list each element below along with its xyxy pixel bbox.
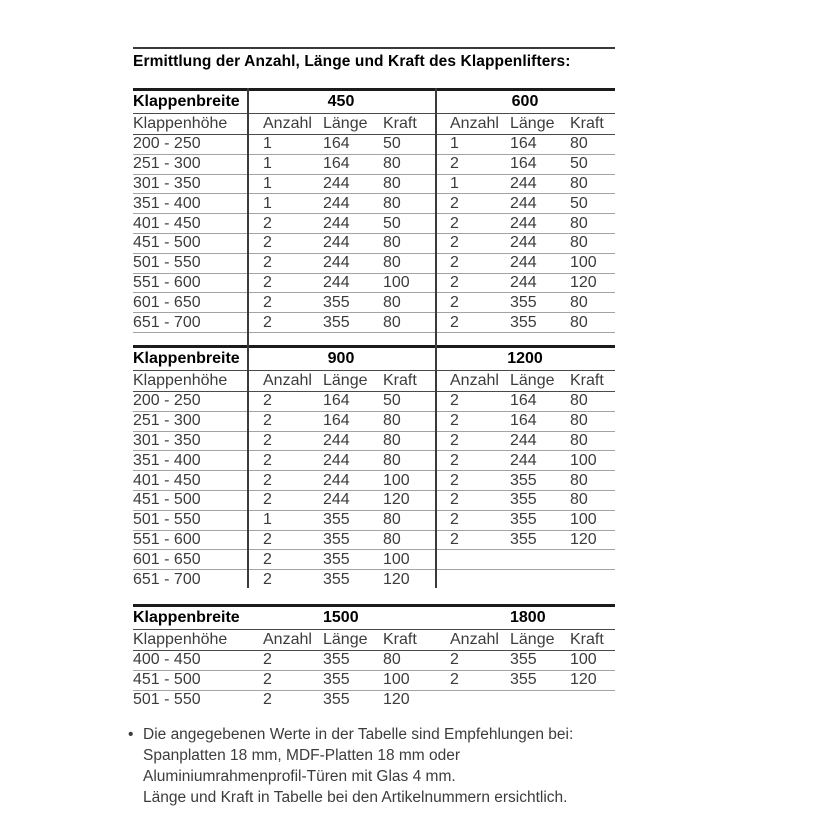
table-450-600 (133, 88, 615, 333)
cell-value: 244 (510, 431, 537, 449)
table-row (133, 214, 615, 234)
cell-klappenhoehe: 351 - 400 (133, 194, 201, 212)
column-divider (435, 88, 437, 588)
cell-value: 120 (570, 530, 597, 548)
laenge-header: Länge (510, 371, 555, 389)
cell-value: 2 (450, 155, 459, 173)
cell-value: 2 (450, 313, 459, 331)
cell-value: 50 (383, 135, 401, 153)
table-1500-1800 (133, 604, 615, 709)
table-row (133, 313, 615, 333)
cell-value: 2 (263, 570, 272, 588)
table-row (133, 234, 615, 254)
table-row (133, 531, 615, 551)
cell-klappenhoehe: 451 - 500 (133, 491, 201, 509)
kraft-header: Kraft (570, 630, 604, 648)
cell-value: 164 (510, 412, 537, 430)
anzahl-header: Anzahl (450, 115, 499, 132)
cell-value: 164 (510, 392, 537, 410)
footnote-line: Länge und Kraft in Tabelle bei den Artikelnummern ersichtlich. (143, 789, 568, 807)
anzahl-header: Anzahl (450, 630, 499, 648)
cell-klappenhoehe: 451 - 500 (133, 671, 201, 689)
cell-value: 80 (570, 412, 588, 430)
cell-value: 2 (263, 412, 272, 430)
cell-value: 80 (570, 174, 588, 192)
laenge-header: Länge (323, 115, 368, 132)
cell-value: 80 (570, 135, 588, 153)
cell-value: 2 (263, 392, 272, 410)
cell-value: 244 (510, 194, 537, 212)
cell-value: 244 (510, 214, 537, 232)
cell-value: 355 (510, 671, 537, 689)
cell-value: 2 (450, 651, 459, 669)
table-row (133, 274, 615, 294)
cell-value: 2 (450, 471, 459, 489)
cell-value: 100 (383, 671, 410, 689)
width-1200-label: 1200 (507, 349, 543, 367)
cell-value: 1 (263, 194, 272, 212)
table-row (133, 175, 615, 195)
cell-value: 244 (510, 254, 537, 272)
cell-value: 80 (383, 313, 401, 331)
page-content (128, 47, 615, 808)
cell-value: 2 (263, 671, 272, 689)
page-title: Ermittlung der Anzahl, Länge und Kraft des Klappenlifters: (133, 53, 571, 70)
cell-value: 2 (450, 511, 459, 529)
cell-value: 2 (263, 293, 272, 311)
cell-value: 100 (383, 550, 410, 568)
cell-value: 2 (450, 392, 459, 410)
table-rows (133, 135, 615, 333)
cell-value: 2 (450, 451, 459, 469)
cell-value: 1 (263, 174, 272, 192)
cell-value: 1 (263, 511, 272, 529)
cell-value: 120 (570, 671, 597, 689)
table-900-1200 (133, 345, 615, 589)
cell-value: 164 (323, 155, 350, 173)
klappenhoehe-label: Klappenhöhe (133, 371, 228, 389)
cell-value: 50 (570, 194, 588, 212)
cell-value: 355 (510, 530, 537, 548)
cell-value: 50 (570, 155, 588, 173)
cell-value: 2 (450, 273, 459, 291)
kraft-header: Kraft (383, 371, 417, 389)
cell-value: 2 (263, 690, 272, 708)
bullet-icon: • (128, 726, 134, 744)
cell-value: 100 (570, 511, 597, 529)
cell-value: 164 (510, 135, 537, 153)
cell-value: 244 (323, 273, 350, 291)
cell-value: 355 (323, 690, 350, 708)
cell-value: 2 (263, 214, 272, 232)
cell-klappenhoehe: 351 - 400 (133, 451, 201, 469)
cell-value: 2 (263, 234, 272, 252)
table-header-columns (133, 630, 615, 651)
table-row (133, 293, 615, 313)
cell-value: 120 (570, 273, 597, 291)
column-divider (247, 88, 249, 588)
table-row (133, 254, 615, 274)
cell-klappenhoehe: 601 - 650 (133, 293, 201, 311)
cell-value: 100 (570, 254, 597, 272)
anzahl-header: Anzahl (263, 371, 312, 389)
cell-value: 80 (570, 214, 588, 232)
cell-value: 80 (383, 174, 401, 192)
cell-value: 1 (450, 174, 459, 192)
cell-value: 100 (383, 273, 410, 291)
table-gap (133, 333, 615, 345)
cell-value: 2 (450, 671, 459, 689)
table-row (133, 194, 615, 214)
width-450-label: 450 (327, 93, 355, 110)
table-row (133, 651, 615, 671)
anzahl-header: Anzahl (450, 371, 499, 389)
footnote-line: Spanplatten 18 mm, MDF-Platten 18 mm oder (143, 747, 461, 765)
klappenbreite-label: Klappenbreite (133, 93, 240, 110)
cell-value: 2 (450, 254, 459, 272)
cell-klappenhoehe: 401 - 450 (133, 214, 201, 232)
cell-value: 355 (323, 511, 350, 529)
table-row (133, 412, 615, 432)
cell-value: 120 (383, 491, 410, 509)
klappenhoehe-label: Klappenhöhe (133, 115, 228, 132)
table-row (133, 570, 615, 589)
cell-value: 80 (383, 155, 401, 173)
cell-value: 355 (510, 471, 537, 489)
cell-klappenhoehe: 200 - 250 (133, 135, 201, 153)
table-row (133, 451, 615, 471)
cell-value: 355 (510, 651, 537, 669)
cell-value: 2 (263, 550, 272, 568)
table-header-columns (133, 114, 615, 135)
width-1500-label: 1500 (323, 608, 359, 626)
cell-value: 244 (323, 174, 350, 192)
width-600-label: 600 (511, 93, 539, 110)
cell-value: 80 (570, 234, 588, 252)
cell-value: 355 (510, 491, 537, 509)
footnote-line: Aluminiumrahmenprofil-Türen mit Glas 4 mm. (143, 768, 456, 786)
cell-value: 80 (383, 451, 401, 469)
cell-value: 244 (323, 431, 350, 449)
cell-value: 80 (383, 293, 401, 311)
cell-value: 50 (383, 392, 401, 410)
anzahl-header: Anzahl (263, 630, 312, 648)
footnote (128, 724, 615, 808)
cell-value: 80 (383, 412, 401, 430)
cell-value: 2 (263, 491, 272, 509)
laenge-header: Länge (510, 115, 555, 132)
cell-value: 2 (450, 412, 459, 430)
cell-value: 80 (383, 234, 401, 252)
cell-value: 80 (570, 293, 588, 311)
laenge-header: Länge (510, 630, 555, 648)
table-rows (133, 651, 615, 709)
cell-klappenhoehe: 601 - 650 (133, 550, 201, 568)
laenge-header: Länge (323, 630, 368, 648)
cell-klappenhoehe: 200 - 250 (133, 392, 201, 410)
cell-value: 2 (450, 431, 459, 449)
title-rule (133, 47, 615, 49)
cell-value: 2 (263, 471, 272, 489)
table-row (133, 491, 615, 511)
cell-value: 2 (450, 214, 459, 232)
table-header-widths (133, 348, 615, 371)
cell-value: 80 (570, 392, 588, 410)
cell-value: 120 (383, 690, 410, 708)
klappenbreite-label: Klappenbreite (133, 608, 240, 626)
cell-klappenhoehe: 251 - 300 (133, 155, 201, 173)
cell-value: 164 (510, 155, 537, 173)
width-1800-label: 1800 (510, 608, 546, 626)
cell-value: 244 (510, 273, 537, 291)
cell-value: 355 (510, 313, 537, 331)
cell-value: 2 (263, 451, 272, 469)
cell-value: 80 (383, 530, 401, 548)
cell-value: 355 (323, 671, 350, 689)
cell-value: 100 (570, 651, 597, 669)
table-row (133, 691, 615, 710)
cell-value: 355 (323, 550, 350, 568)
cell-value: 2 (263, 313, 272, 331)
cell-klappenhoehe: 301 - 350 (133, 174, 201, 192)
table-row (133, 155, 615, 175)
laenge-header: Länge (323, 371, 368, 389)
cell-value: 80 (570, 313, 588, 331)
cell-value: 100 (570, 451, 597, 469)
anzahl-header: Anzahl (263, 115, 312, 132)
table-row (133, 671, 615, 691)
cell-value: 100 (383, 471, 410, 489)
cell-value: 355 (323, 530, 350, 548)
cell-klappenhoehe: 651 - 700 (133, 313, 201, 331)
cell-klappenhoehe: 401 - 450 (133, 471, 201, 489)
cell-value: 80 (383, 254, 401, 272)
width-900-label: 900 (327, 349, 355, 367)
cell-value: 2 (450, 234, 459, 252)
cell-klappenhoehe: 551 - 600 (133, 273, 201, 291)
cell-value: 80 (570, 491, 588, 509)
tables-group-upper (133, 88, 615, 589)
cell-value: 244 (323, 491, 350, 509)
cell-value: 1 (263, 135, 272, 153)
cell-value: 2 (263, 273, 272, 291)
cell-klappenhoehe: 501 - 550 (133, 690, 201, 708)
cell-klappenhoehe: 400 - 450 (133, 651, 201, 669)
cell-value: 164 (323, 135, 350, 153)
cell-klappenhoehe: 251 - 300 (133, 412, 201, 430)
cell-value: 2 (263, 254, 272, 272)
cell-value: 2 (450, 293, 459, 311)
cell-value: 244 (323, 234, 350, 252)
cell-klappenhoehe: 301 - 350 (133, 431, 201, 449)
klappenbreite-label: Klappenbreite (133, 349, 240, 367)
kraft-header: Kraft (570, 115, 604, 132)
cell-klappenhoehe: 651 - 700 (133, 570, 201, 588)
cell-value: 2 (450, 530, 459, 548)
cell-value: 80 (570, 471, 588, 489)
cell-value: 355 (323, 651, 350, 669)
cell-klappenhoehe: 451 - 500 (133, 234, 201, 252)
cell-value: 164 (323, 392, 350, 410)
kraft-header: Kraft (383, 630, 417, 648)
table-header-columns (133, 371, 615, 392)
cell-value: 2 (263, 431, 272, 449)
cell-value: 355 (510, 293, 537, 311)
cell-value: 244 (323, 254, 350, 272)
kraft-header: Kraft (383, 115, 417, 132)
klappenhoehe-label: Klappenhöhe (133, 630, 228, 648)
table-header-widths (133, 607, 615, 630)
cell-value: 355 (323, 293, 350, 311)
table-row (133, 392, 615, 412)
cell-value: 50 (383, 214, 401, 232)
table-row (133, 511, 615, 531)
cell-value: 355 (510, 511, 537, 529)
cell-value: 2 (263, 651, 272, 669)
cell-value: 244 (323, 214, 350, 232)
table-row (133, 550, 615, 570)
table-row (133, 135, 615, 155)
cell-value: 2 (263, 530, 272, 548)
cell-value: 80 (383, 194, 401, 212)
cell-value: 244 (323, 471, 350, 489)
cell-value: 80 (383, 651, 401, 669)
cell-value: 80 (383, 431, 401, 449)
cell-value: 2 (450, 491, 459, 509)
cell-value: 355 (323, 313, 350, 331)
table-row (133, 471, 615, 491)
cell-value: 80 (383, 511, 401, 529)
table-header-widths (133, 91, 615, 114)
table-row (133, 432, 615, 452)
cell-value: 1 (450, 135, 459, 153)
cell-value: 164 (323, 412, 350, 430)
cell-value: 120 (383, 570, 410, 588)
cell-klappenhoehe: 501 - 550 (133, 254, 201, 272)
cell-value: 244 (323, 451, 350, 469)
cell-klappenhoehe: 501 - 550 (133, 511, 201, 529)
footnote-line: Die angegebenen Werte in der Tabelle sind Empfehlungen bei: (143, 726, 574, 744)
cell-value: 1 (263, 155, 272, 173)
cell-value: 244 (510, 234, 537, 252)
table-rows (133, 392, 615, 589)
cell-klappenhoehe: 551 - 600 (133, 530, 201, 548)
cell-value: 244 (510, 174, 537, 192)
cell-value: 355 (323, 570, 350, 588)
cell-value: 80 (570, 431, 588, 449)
kraft-header: Kraft (570, 371, 604, 389)
cell-value: 244 (510, 451, 537, 469)
cell-value: 244 (323, 194, 350, 212)
cell-value: 2 (450, 194, 459, 212)
